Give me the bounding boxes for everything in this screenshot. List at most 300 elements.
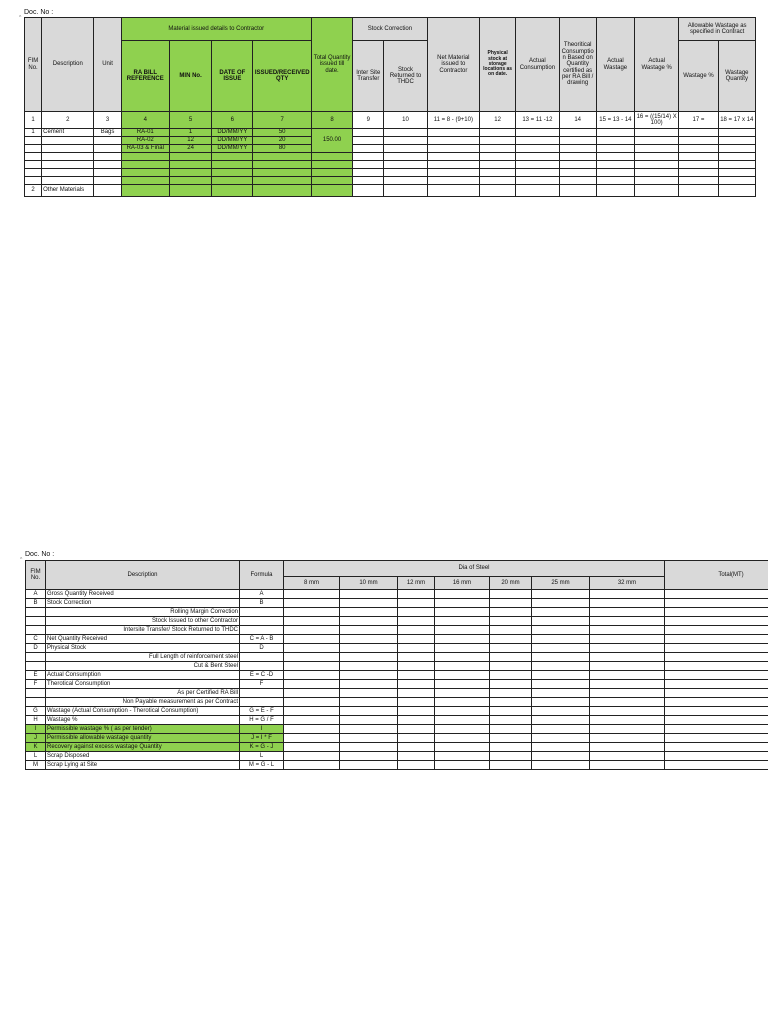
empty-cell[interactable] (480, 169, 516, 177)
empty-cell[interactable] (353, 145, 384, 153)
value-cell[interactable] (340, 644, 398, 653)
value-cell[interactable] (284, 716, 340, 725)
value-cell[interactable] (340, 599, 398, 608)
value-cell[interactable] (490, 707, 532, 716)
description-cell[interactable]: Scrap Disposed (46, 752, 240, 761)
value-cell[interactable] (284, 698, 340, 707)
formula-cell[interactable]: C = A - B (240, 635, 284, 644)
value-cell[interactable] (490, 698, 532, 707)
unit-cell[interactable]: Bags (94, 129, 121, 137)
value-cell[interactable] (398, 608, 435, 617)
empty-cell[interactable] (311, 185, 352, 197)
value-cell[interactable] (340, 626, 398, 635)
empty-cell[interactable] (384, 161, 427, 169)
value-cell[interactable] (590, 689, 665, 698)
empty-cell[interactable] (516, 129, 559, 137)
value-cell[interactable] (398, 707, 435, 716)
value-cell[interactable] (590, 716, 665, 725)
value-cell[interactable] (665, 689, 768, 698)
empty-cell[interactable] (679, 137, 718, 145)
empty-cell[interactable] (311, 153, 352, 161)
value-cell[interactable] (398, 644, 435, 653)
empty-cell[interactable] (480, 177, 516, 185)
code-cell[interactable] (26, 653, 46, 662)
value-cell[interactable] (340, 680, 398, 689)
empty-cell[interactable] (516, 137, 559, 145)
value-cell[interactable] (284, 725, 340, 734)
empty-cell[interactable] (169, 161, 211, 169)
description-cell[interactable]: Stock Correction (46, 599, 240, 608)
empty-cell[interactable] (635, 145, 679, 153)
value-cell[interactable] (435, 644, 490, 653)
value-cell[interactable] (490, 752, 532, 761)
formula-cell[interactable]: M = G - L (240, 761, 284, 770)
value-cell[interactable] (665, 644, 768, 653)
value-cell[interactable] (532, 725, 590, 734)
value-cell[interactable] (284, 662, 340, 671)
empty-cell[interactable] (253, 169, 311, 177)
description-cell[interactable]: Therotical Consumption (46, 680, 240, 689)
empty-cell[interactable] (635, 169, 679, 177)
value-cell[interactable] (284, 635, 340, 644)
description-cell[interactable]: Cement (42, 129, 94, 137)
value-cell[interactable] (284, 752, 340, 761)
empty-cell[interactable] (679, 129, 718, 137)
value-cell[interactable] (435, 671, 490, 680)
min-no-cell[interactable]: 12 (169, 137, 211, 145)
empty-cell[interactable] (94, 169, 121, 177)
min-no-cell[interactable]: 1 (169, 129, 211, 137)
empty-cell[interactable] (384, 153, 427, 161)
formula-cell[interactable] (240, 653, 284, 662)
date-cell[interactable]: DD/MM/YY (212, 137, 253, 145)
formula-cell[interactable]: G = E - F (240, 707, 284, 716)
description-cell[interactable] (42, 137, 94, 145)
value-cell[interactable] (665, 671, 768, 680)
value-cell[interactable] (665, 752, 768, 761)
empty-cell[interactable] (311, 161, 352, 169)
empty-cell[interactable] (427, 177, 479, 185)
value-cell[interactable] (398, 689, 435, 698)
value-cell[interactable] (435, 599, 490, 608)
value-cell[interactable] (398, 752, 435, 761)
empty-cell[interactable] (516, 169, 559, 177)
empty-cell[interactable] (596, 161, 634, 169)
value-cell[interactable] (665, 599, 768, 608)
value-cell[interactable] (284, 689, 340, 698)
value-cell[interactable] (435, 653, 490, 662)
value-cell[interactable] (340, 743, 398, 752)
empty-cell[interactable] (384, 177, 427, 185)
value-cell[interactable] (490, 590, 532, 599)
code-cell[interactable] (26, 626, 46, 635)
empty-cell[interactable] (253, 153, 311, 161)
value-cell[interactable] (532, 671, 590, 680)
empty-cell[interactable] (25, 177, 42, 185)
empty-cell[interactable] (42, 169, 94, 177)
empty-cell[interactable] (559, 161, 596, 169)
empty-cell[interactable] (679, 185, 718, 197)
value-cell[interactable] (532, 644, 590, 653)
value-cell[interactable] (490, 761, 532, 770)
empty-cell[interactable] (311, 177, 352, 185)
code-cell[interactable] (26, 698, 46, 707)
code-cell[interactable]: I (26, 725, 46, 734)
value-cell[interactable] (665, 761, 768, 770)
code-cell[interactable]: J (26, 734, 46, 743)
description-cell[interactable]: Recovery against excess wastage Quantity (46, 743, 240, 752)
ra-bill-cell[interactable]: RA-02 (121, 137, 169, 145)
empty-cell[interactable] (427, 161, 479, 169)
empty-cell[interactable] (94, 185, 121, 197)
empty-cell[interactable] (718, 169, 755, 177)
empty-cell[interactable] (596, 169, 634, 177)
formula-cell[interactable] (240, 617, 284, 626)
date-cell[interactable]: DD/MM/YY (212, 145, 253, 153)
value-cell[interactable] (284, 653, 340, 662)
qty-cell[interactable]: 20 (253, 137, 311, 145)
empty-cell[interactable] (42, 177, 94, 185)
value-cell[interactable] (532, 707, 590, 716)
empty-cell[interactable] (25, 169, 42, 177)
value-cell[interactable] (398, 617, 435, 626)
value-cell[interactable] (665, 725, 768, 734)
empty-cell[interactable] (212, 153, 253, 161)
description-cell[interactable]: Actual Consumption (46, 671, 240, 680)
empty-cell[interactable] (679, 177, 718, 185)
value-cell[interactable] (340, 689, 398, 698)
qty-cell[interactable]: 50 (253, 129, 311, 137)
value-cell[interactable] (435, 608, 490, 617)
value-cell[interactable] (435, 761, 490, 770)
formula-cell[interactable] (240, 689, 284, 698)
empty-cell[interactable] (559, 177, 596, 185)
formula-cell[interactable]: F (240, 680, 284, 689)
empty-cell[interactable] (427, 129, 479, 137)
empty-cell[interactable] (121, 161, 169, 169)
formula-cell[interactable] (240, 626, 284, 635)
value-cell[interactable] (490, 734, 532, 743)
value-cell[interactable] (532, 689, 590, 698)
empty-cell[interactable] (25, 153, 42, 161)
value-cell[interactable] (532, 680, 590, 689)
empty-cell[interactable] (718, 145, 755, 153)
value-cell[interactable] (490, 662, 532, 671)
formula-cell[interactable]: L (240, 752, 284, 761)
empty-cell[interactable] (635, 161, 679, 169)
empty-cell[interactable] (169, 185, 211, 197)
empty-cell[interactable] (516, 177, 559, 185)
empty-cell[interactable] (353, 161, 384, 169)
empty-cell[interactable] (212, 177, 253, 185)
value-cell[interactable] (590, 752, 665, 761)
value-cell[interactable] (665, 743, 768, 752)
value-cell[interactable] (398, 653, 435, 662)
value-cell[interactable] (340, 725, 398, 734)
value-cell[interactable] (532, 662, 590, 671)
empty-cell[interactable] (480, 129, 516, 137)
empty-cell[interactable] (559, 153, 596, 161)
value-cell[interactable] (398, 635, 435, 644)
value-cell[interactable] (490, 671, 532, 680)
value-cell[interactable] (398, 716, 435, 725)
empty-cell[interactable] (353, 153, 384, 161)
empty-cell[interactable] (718, 137, 755, 145)
value-cell[interactable] (340, 635, 398, 644)
value-cell[interactable] (590, 725, 665, 734)
code-cell[interactable]: E (26, 671, 46, 680)
empty-cell[interactable] (718, 177, 755, 185)
value-cell[interactable] (435, 698, 490, 707)
empty-cell[interactable] (635, 153, 679, 161)
value-cell[interactable] (435, 617, 490, 626)
description-cell[interactable] (42, 145, 94, 153)
description-cell[interactable]: Physical Stock (46, 644, 240, 653)
code-cell[interactable]: B (26, 599, 46, 608)
value-cell[interactable] (665, 734, 768, 743)
ra-bill-cell[interactable]: RA-01 (121, 129, 169, 137)
description-cell[interactable]: Non Payable measurement as per Contract (46, 698, 240, 707)
ra-bill-cell[interactable]: RA-03 & Final (121, 145, 169, 153)
empty-cell[interactable] (384, 185, 427, 197)
value-cell[interactable] (340, 653, 398, 662)
value-cell[interactable] (490, 635, 532, 644)
value-cell[interactable] (398, 671, 435, 680)
value-cell[interactable] (284, 671, 340, 680)
empty-cell[interactable] (596, 129, 634, 137)
value-cell[interactable] (340, 590, 398, 599)
value-cell[interactable] (340, 752, 398, 761)
value-cell[interactable] (340, 707, 398, 716)
value-cell[interactable] (284, 599, 340, 608)
total-quantity-cell[interactable]: 150.00 (311, 129, 352, 153)
description-cell[interactable]: Permissible allowable wastage quantity (46, 734, 240, 743)
empty-cell[interactable] (718, 129, 755, 137)
description-cell[interactable]: Permissible wastage % ( as per tender) (46, 725, 240, 734)
code-cell[interactable]: D (26, 644, 46, 653)
value-cell[interactable] (284, 707, 340, 716)
value-cell[interactable] (284, 617, 340, 626)
empty-cell[interactable] (718, 185, 755, 197)
value-cell[interactable] (532, 626, 590, 635)
description-cell[interactable]: Net Quantity Received (46, 635, 240, 644)
empty-cell[interactable] (94, 161, 121, 169)
empty-cell[interactable] (427, 137, 479, 145)
empty-cell[interactable] (121, 153, 169, 161)
value-cell[interactable] (590, 644, 665, 653)
value-cell[interactable] (590, 608, 665, 617)
value-cell[interactable] (398, 599, 435, 608)
description-cell[interactable]: Full Length of reinforcement steel (46, 653, 240, 662)
value-cell[interactable] (490, 680, 532, 689)
fim-cell[interactable]: 2 (25, 185, 42, 197)
empty-cell[interactable] (480, 185, 516, 197)
empty-cell[interactable] (42, 153, 94, 161)
value-cell[interactable] (284, 590, 340, 599)
code-cell[interactable] (26, 617, 46, 626)
formula-cell[interactable]: B (240, 599, 284, 608)
fim-cell[interactable] (25, 137, 42, 145)
code-cell[interactable] (26, 662, 46, 671)
empty-cell[interactable] (253, 177, 311, 185)
code-cell[interactable]: L (26, 752, 46, 761)
empty-cell[interactable] (353, 169, 384, 177)
value-cell[interactable] (532, 590, 590, 599)
description-cell[interactable]: Stock Issued to other Contractor (46, 617, 240, 626)
value-cell[interactable] (532, 698, 590, 707)
empty-cell[interactable] (516, 145, 559, 153)
value-cell[interactable] (590, 671, 665, 680)
code-cell[interactable]: H (26, 716, 46, 725)
code-cell[interactable]: A (26, 590, 46, 599)
unit-cell[interactable] (94, 145, 121, 153)
empty-cell[interactable] (42, 161, 94, 169)
description-cell[interactable]: Other Materials (42, 185, 94, 197)
value-cell[interactable] (665, 707, 768, 716)
value-cell[interactable] (532, 716, 590, 725)
empty-cell[interactable] (427, 145, 479, 153)
value-cell[interactable] (590, 698, 665, 707)
value-cell[interactable] (532, 761, 590, 770)
fim-cell[interactable]: 1 (25, 129, 42, 137)
value-cell[interactable] (435, 734, 490, 743)
min-no-cell[interactable]: 24 (169, 145, 211, 153)
empty-cell[interactable] (121, 185, 169, 197)
value-cell[interactable] (490, 689, 532, 698)
empty-cell[interactable] (353, 129, 384, 137)
value-cell[interactable] (284, 626, 340, 635)
empty-cell[interactable] (596, 185, 634, 197)
empty-cell[interactable] (480, 161, 516, 169)
empty-cell[interactable] (353, 137, 384, 145)
description-cell[interactable]: Wastage % (46, 716, 240, 725)
empty-cell[interactable] (94, 177, 121, 185)
formula-cell[interactable] (240, 608, 284, 617)
empty-cell[interactable] (559, 129, 596, 137)
value-cell[interactable] (665, 635, 768, 644)
value-cell[interactable] (665, 716, 768, 725)
value-cell[interactable] (340, 716, 398, 725)
description-cell[interactable]: Intersite Transfer/ Stock Returned to THDC (46, 626, 240, 635)
empty-cell[interactable] (253, 161, 311, 169)
value-cell[interactable] (340, 761, 398, 770)
value-cell[interactable] (435, 680, 490, 689)
value-cell[interactable] (590, 590, 665, 599)
value-cell[interactable] (398, 680, 435, 689)
description-cell[interactable]: Scrap Lying at Site (46, 761, 240, 770)
value-cell[interactable] (284, 761, 340, 770)
description-cell[interactable]: Rolling Margin Correction (46, 608, 240, 617)
value-cell[interactable] (284, 608, 340, 617)
value-cell[interactable] (490, 716, 532, 725)
value-cell[interactable] (284, 734, 340, 743)
code-cell[interactable]: C (26, 635, 46, 644)
empty-cell[interactable] (635, 129, 679, 137)
value-cell[interactable] (590, 653, 665, 662)
value-cell[interactable] (340, 662, 398, 671)
description-cell[interactable]: As per Certified RA Bill (46, 689, 240, 698)
empty-cell[interactable] (635, 137, 679, 145)
value-cell[interactable] (435, 716, 490, 725)
value-cell[interactable] (435, 752, 490, 761)
code-cell[interactable]: M (26, 761, 46, 770)
value-cell[interactable] (398, 698, 435, 707)
value-cell[interactable] (435, 626, 490, 635)
empty-cell[interactable] (516, 153, 559, 161)
empty-cell[interactable] (559, 137, 596, 145)
value-cell[interactable] (340, 617, 398, 626)
value-cell[interactable] (398, 590, 435, 599)
value-cell[interactable] (590, 680, 665, 689)
value-cell[interactable] (435, 662, 490, 671)
code-cell[interactable]: G (26, 707, 46, 716)
value-cell[interactable] (590, 626, 665, 635)
value-cell[interactable] (398, 743, 435, 752)
code-cell[interactable]: F (26, 680, 46, 689)
code-cell[interactable] (26, 608, 46, 617)
empty-cell[interactable] (384, 169, 427, 177)
empty-cell[interactable] (516, 161, 559, 169)
value-cell[interactable] (532, 599, 590, 608)
value-cell[interactable] (532, 743, 590, 752)
value-cell[interactable] (284, 644, 340, 653)
value-cell[interactable] (435, 590, 490, 599)
empty-cell[interactable] (353, 177, 384, 185)
empty-cell[interactable] (516, 185, 559, 197)
value-cell[interactable] (398, 761, 435, 770)
value-cell[interactable] (490, 644, 532, 653)
empty-cell[interactable] (212, 161, 253, 169)
empty-cell[interactable] (169, 169, 211, 177)
empty-cell[interactable] (679, 169, 718, 177)
empty-cell[interactable] (121, 177, 169, 185)
formula-cell[interactable]: J = I * F (240, 734, 284, 743)
code-cell[interactable]: K (26, 743, 46, 752)
value-cell[interactable] (590, 761, 665, 770)
value-cell[interactable] (665, 617, 768, 626)
empty-cell[interactable] (353, 185, 384, 197)
value-cell[interactable] (435, 743, 490, 752)
empty-cell[interactable] (121, 169, 169, 177)
value-cell[interactable] (665, 662, 768, 671)
unit-cell[interactable] (94, 137, 121, 145)
empty-cell[interactable] (679, 153, 718, 161)
value-cell[interactable] (284, 680, 340, 689)
value-cell[interactable] (532, 734, 590, 743)
value-cell[interactable] (590, 662, 665, 671)
value-cell[interactable] (490, 599, 532, 608)
empty-cell[interactable] (384, 137, 427, 145)
empty-cell[interactable] (559, 145, 596, 153)
empty-cell[interactable] (427, 169, 479, 177)
empty-cell[interactable] (635, 177, 679, 185)
value-cell[interactable] (665, 680, 768, 689)
value-cell[interactable] (590, 599, 665, 608)
value-cell[interactable] (490, 725, 532, 734)
empty-cell[interactable] (480, 137, 516, 145)
value-cell[interactable] (532, 752, 590, 761)
value-cell[interactable] (665, 590, 768, 599)
value-cell[interactable] (532, 635, 590, 644)
value-cell[interactable] (532, 653, 590, 662)
value-cell[interactable] (398, 626, 435, 635)
empty-cell[interactable] (212, 169, 253, 177)
description-cell[interactable]: Wastage (Actual Consumption - Therotical Consumption) (46, 707, 240, 716)
value-cell[interactable] (490, 653, 532, 662)
fim-cell[interactable] (25, 145, 42, 153)
formula-cell[interactable] (240, 698, 284, 707)
qty-cell[interactable]: 80 (253, 145, 311, 153)
